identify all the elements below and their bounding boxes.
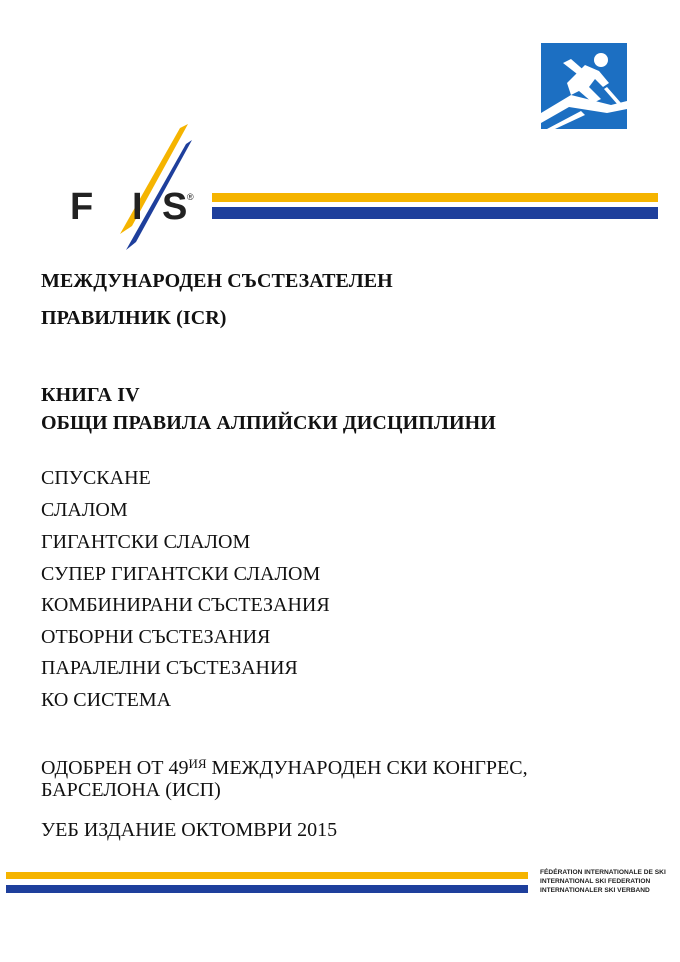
footer-stripe-blue: [6, 885, 528, 893]
svg-text:F: F: [70, 186, 94, 228]
discipline-item: ПАРАЛЕЛНИ СЪСТЕЗАНИЯ: [41, 657, 298, 679]
federation-name-en: INTERNATIONAL SKI FEDERATION: [540, 878, 651, 885]
discipline-item: СЛАЛОМ: [41, 499, 128, 521]
federation-name-fr: FÉDÉRATION INTERNATIONALE DE SKI: [540, 869, 666, 876]
approval-line2: БАРСЕЛОНА (ИСП): [41, 779, 221, 801]
header-stripe-yellow: [212, 193, 658, 202]
svg-text:®: ®: [187, 192, 194, 202]
edition-line: УЕБ ИЗДАНИЕ ОКТОМВРИ 2015: [41, 819, 338, 841]
discipline-item: ОТБОРНИ СЪСТЕЗАНИЯ: [41, 626, 271, 648]
alpine-skier-icon: [541, 43, 627, 129]
discipline-item: КО СИСТЕМА: [41, 689, 172, 711]
approval-line1: [41, 756, 528, 780]
discipline-item: СПУСКАНЕ: [41, 467, 151, 489]
svg-text:I: I: [132, 186, 143, 228]
document-title-line2: ПРАВИЛНИК (ICR): [41, 307, 227, 329]
fis-logo: [62, 122, 202, 252]
approval-post: МЕЖДУНАРОДЕН СКИ КОНГРЕС,: [206, 757, 528, 779]
document-title-line1: МЕЖДУНАРОДЕН СЪСТЕЗАТЕЛЕН: [41, 270, 393, 292]
federation-name-de: INTERNATIONALER SKI VERBAND: [540, 887, 650, 894]
footer-stripe-yellow: [6, 872, 528, 879]
book-number: КНИГА IV: [41, 384, 140, 406]
approval-pre: ОДОБРЕН ОТ 49: [41, 757, 189, 779]
discipline-item: ГИГАНТСКИ СЛАЛОМ: [41, 531, 251, 553]
approval-ordinal: ИЯ: [188, 756, 207, 771]
header-stripe-blue: [212, 207, 658, 219]
svg-text:S: S: [162, 186, 188, 228]
document-subtitle: ОБЩИ ПРАВИЛА АЛПИЙСКИ ДИСЦИПЛИНИ: [41, 412, 496, 434]
discipline-item: СУПЕР ГИГАНТСКИ СЛАЛОМ: [41, 563, 321, 585]
fis-logo-graphic: [62, 122, 202, 252]
discipline-item: КОМБИНИРАНИ СЪСТЕЗАНИЯ: [41, 594, 330, 616]
alpine-skier-logo: [541, 43, 627, 129]
